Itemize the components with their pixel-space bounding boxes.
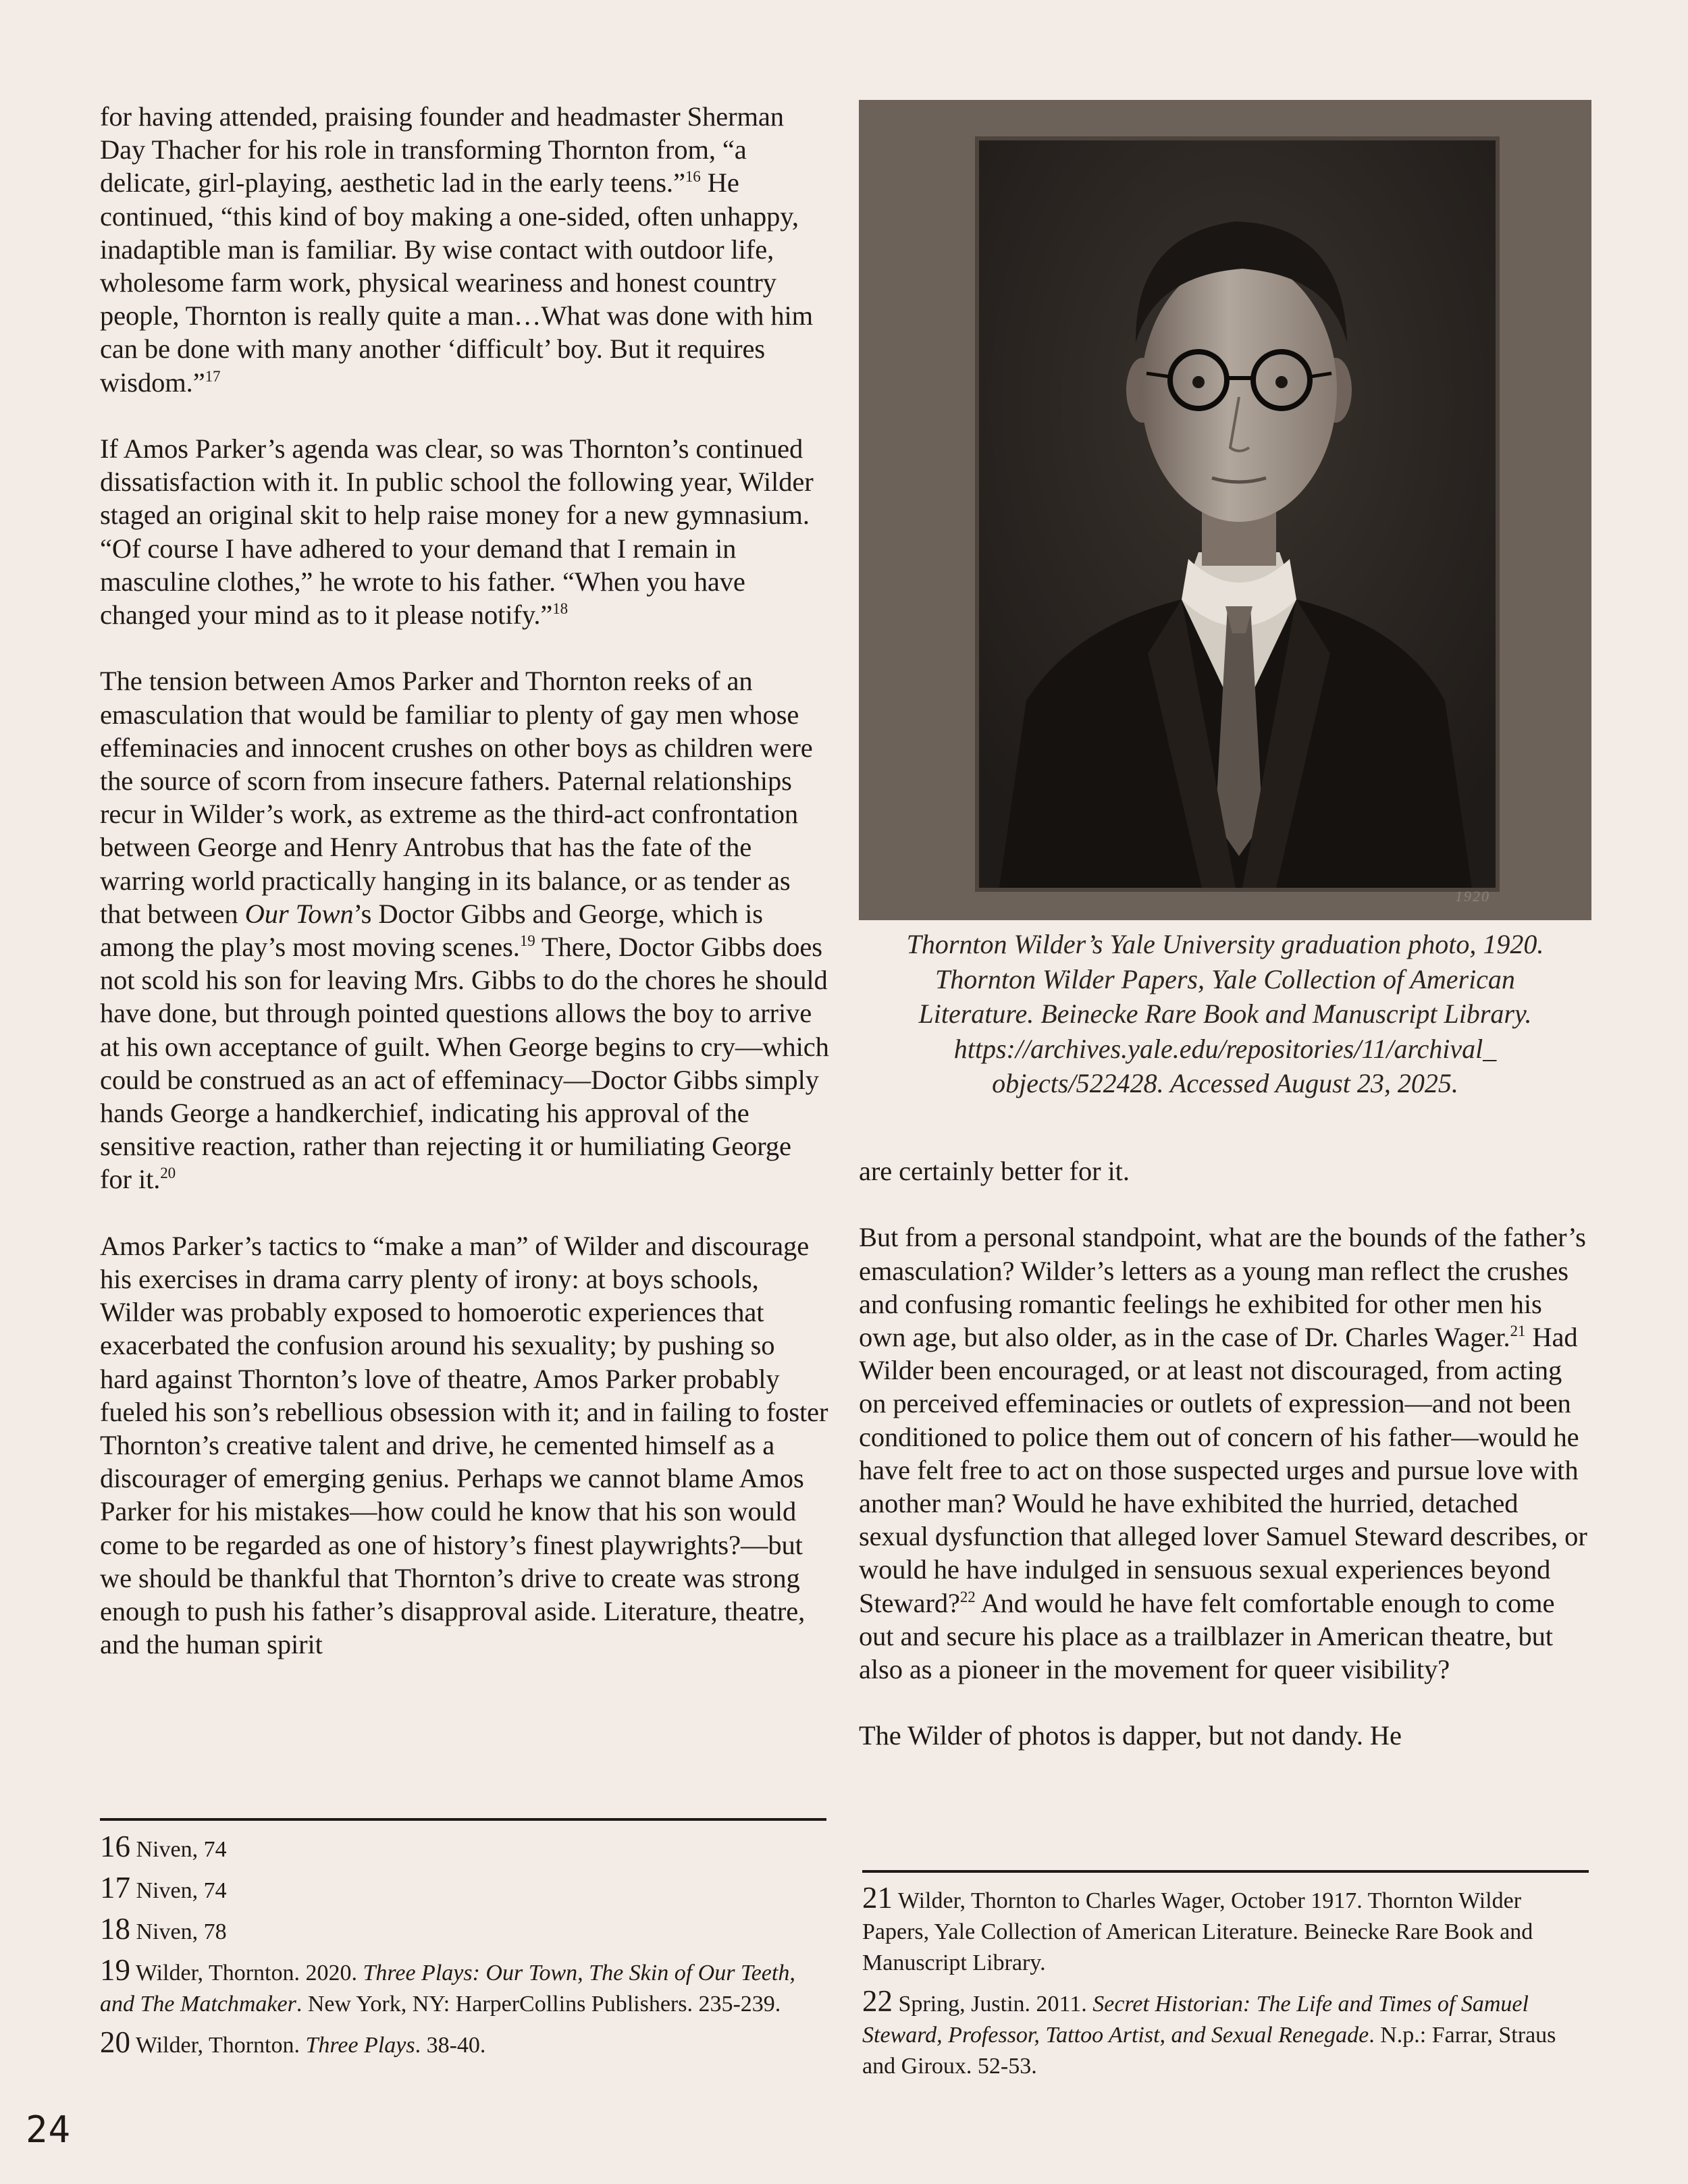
footnote: 18 Niven, 78 bbox=[100, 1912, 227, 1946]
footnote-number: 21 bbox=[862, 1881, 893, 1915]
footnote-ref[interactable]: 16 bbox=[685, 168, 701, 186]
body-paragraph: Amos Parker’s tactics to “make a man” of Wilder and discourage his exercises in drama carry plenty of irony: at boys schools, Wilder was probably exposed to homoerotic experiences that exacerbated the confusion around his sexuality; by pushing so hard against Thornton’s love of theatre, Amos Parker probably fueled his son’s rebellious obsession with it; and in failing to foster Thornton’s creative talent and drive, he cemented himself as a discourager of emerging genius. Perhaps we cannot blame Amos Parker for his mistakes—how could he know that his son would come to be regarded as one of history’s finest playwrights?—but we should be thankful that Thornton’s drive to create was strong enough to push his father’s disapproval aside. Literature, theatre, and the human spirit bbox=[100, 1230, 828, 1660]
footnote-ref[interactable]: 21 bbox=[1510, 1323, 1526, 1339]
body-paragraph: If Amos Parker’s agenda was clear, so was Thornton’s continued dissatisfaction with it. In public school the following year, Wilder staged an original skit to help raise money for a new gymnasium. “Of course I have adhered to your demand that I remain in masculine clothes,” he wrote to his father. “When you have changed your mind as to it please notify.”$^{18}$ bbox=[100, 433, 814, 631]
portrait-illustration bbox=[979, 140, 1496, 888]
body-paragraph: for having attended, praising founder and headmaster Sherman Day Thacher for his role in transforming Thornton from, “a delicate, girl-playing, aesthetic lad in the early teens.”$^{16}$ He continued, “this kind of boy making a one-sided, often unhappy, inadaptible man is familiar. By wise contact with outdoor life, wholesome farm work, physical weariness and honest country people, Thornton is really quite a man…What was done with him can be done with many another ‘difficult’ boy. But it requires wisdom.”$^{17}$ bbox=[100, 101, 814, 398]
figure-caption bbox=[859, 927, 1591, 1101]
footnotes-left bbox=[100, 1831, 829, 2068]
body-paragraph: are certainly better for it. bbox=[859, 1156, 1130, 1186]
footnote-number: 16 bbox=[100, 1830, 130, 1863]
footnote-number: 17 bbox=[100, 1871, 130, 1905]
footnote-ref[interactable]: 18 bbox=[552, 600, 569, 618]
figure bbox=[859, 100, 1591, 1101]
footnote: 19 Wilder, Thornton. 2020. Three Plays: Our Town, The Skin of Our Teeth, and The Matchmaker. New York, NY: HarperCollins Publishers. 235-239. bbox=[100, 1953, 795, 2017]
footnote-ref[interactable]: 19 bbox=[519, 932, 535, 950]
photographer-signature: 1920 bbox=[1455, 888, 1490, 905]
portrait-photo bbox=[859, 100, 1591, 920]
footnote: 20 Wilder, Thornton. Three Plays. 38-40. bbox=[100, 2025, 486, 2059]
footnote-ref[interactable]: 17 bbox=[205, 367, 221, 385]
footnote-ref[interactable]: 22 bbox=[959, 1588, 976, 1605]
play-title: Our Town bbox=[244, 898, 354, 929]
caption-line: Thornton Wilder Papers, Yale Collection of American bbox=[935, 963, 1515, 994]
footnote-number: 18 bbox=[100, 1912, 130, 1946]
photo-mat bbox=[979, 140, 1496, 888]
caption-line: Thornton Wilder’s Yale University graduation photo, 1920. bbox=[906, 929, 1544, 959]
footnote-number: 22 bbox=[862, 1984, 893, 2018]
footnote: 22 Spring, Justin. 2011. Secret Historian: The Life and Times of Samuel Steward, Professor, Tattoo Artist, and Sexual Renegade. N.p.: Farrar, Straus and Giroux. 52-53. bbox=[862, 1984, 1556, 2079]
right-text-column bbox=[859, 1154, 1591, 1753]
footnote: 16 Niven, 74 bbox=[100, 1830, 227, 1863]
footnote-number: 19 bbox=[100, 1953, 130, 1987]
left-text-column bbox=[100, 100, 829, 1661]
body-paragraph: But from a personal standpoint, what are the bounds of the father’s emasculation? Wilder’s letters as a young man reflect the crushes and confusing romantic feelings he exhibited for other men his own age, but also older, as in the case of Dr. Charles Wager.$^{21}$ Had Wilder been encouraged, or at least not discouraged, from acting on perceived effeminacies or outlets of expression—and not been conditioned to police them out of concern of his father—would he have felt free to act on those suspected urges and pursue love with another man? Would he have exhibited the hurried, detached sexual dysfunction that alleged lover Samuel Steward describes, or would he have indulged in sensuous sexual experiences beyond Steward?$^{22}$ And would he have felt comfortable enough to come out and secure his place as a trailblazer in American theatre, but also as a pioneer in the movement for queer visibility? bbox=[859, 1222, 1587, 1685]
caption-line: Literature. Beinecke Rare Book and Manuscript Library. bbox=[918, 998, 1532, 1029]
footnotes-right bbox=[862, 1882, 1591, 2089]
page-number: 24 bbox=[26, 2108, 72, 2151]
body-paragraph: The Wilder of photos is dapper, but not dandy. He bbox=[859, 1720, 1402, 1751]
caption-url-line[interactable]: https://archives.yale.edu/repositories/11/archival_ bbox=[953, 1033, 1497, 1064]
footnote: 17 Niven, 74 bbox=[100, 1871, 227, 1905]
footnote-divider bbox=[862, 1870, 1589, 1873]
footnote-number: 20 bbox=[100, 2025, 130, 2059]
body-paragraph: The tension between Amos Parker and Thornton reeks of an emasculation that would be familiar to plenty of gay men whose effeminacies and innocent crushes on other boys as children were the source of scorn from insecure fathers. Paternal relationships recur in Wilder’s work, as extreme as the third-act confrontation between George and Henry Antrobus that has the fate of the warring world practically hanging in its balance, or as tender as that between Our Town’s Doctor Gibbs and George, which is among the play’s most moving scenes.$^{19}$ There, Doctor Gibbs does not scold his son for leaving Mrs. Gibbs to do the chores he should have done, but through pointed questions allows the boy to arrive at his own acceptance of guilt. When George begins to cry—which could be construed as an act of effeminacy—Doctor Gibbs simply hands George a handkerchief, indicating his approval of the sensitive reaction, rather than rejecting it or humiliating George for it.$^{20}$ bbox=[100, 666, 829, 1195]
caption-url-line[interactable]: objects/522428. Accessed August 23, 2025. bbox=[992, 1068, 1458, 1098]
footnote-ref[interactable]: 20 bbox=[160, 1165, 176, 1182]
footnote-divider bbox=[100, 1818, 826, 1821]
footnote: 21 Wilder, Thornton to Charles Wager, October 1917. Thornton Wilder Papers, Yale Collection of American Literature. Beinecke Rare Book and Manuscript Library. bbox=[862, 1881, 1533, 1975]
